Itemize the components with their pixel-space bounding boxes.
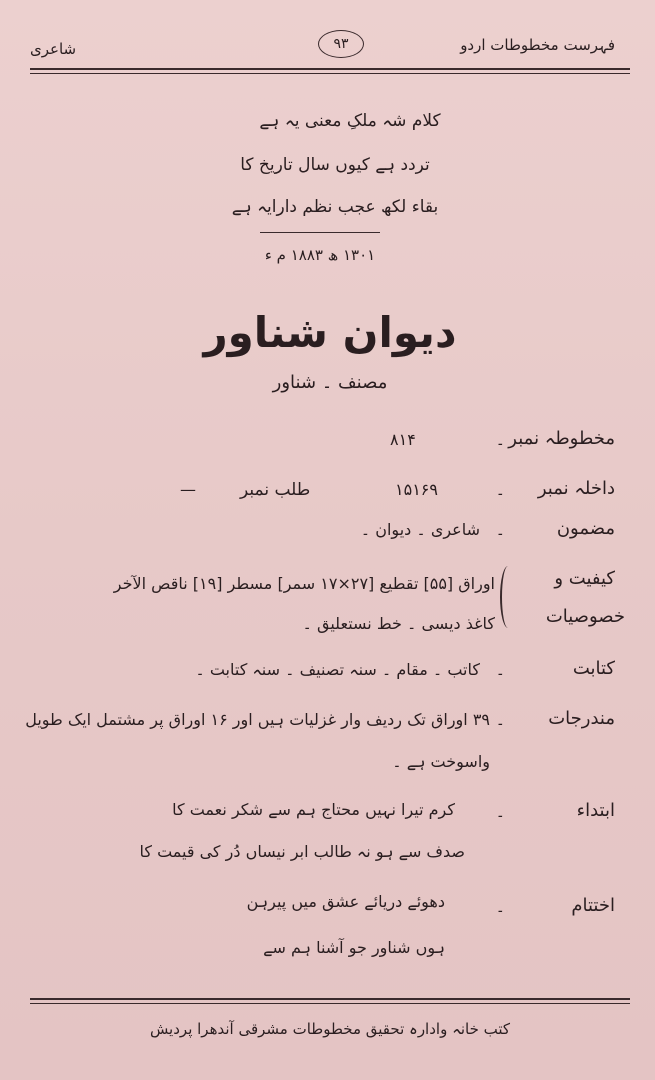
footer-rule-bottom <box>30 1003 630 1004</box>
end-label: اختتام <box>571 895 615 916</box>
verse-underline <box>260 232 380 233</box>
book-author: مصنف ۔ شناور <box>272 372 388 393</box>
page-number: ۹۳ <box>318 30 364 58</box>
beginning-verse-2: صدف سے ہو نہ طالب ابر نیساں دُر کی قیمت کا <box>139 842 465 861</box>
contents-label: مندرجات <box>548 708 615 729</box>
section-label: شاعری <box>30 40 77 58</box>
description-label-1: کیفیت و <box>554 568 615 589</box>
catalog-title: فہرست مخطوطات اردو <box>460 36 615 54</box>
publisher-footer: کتب خانہ وادارہ تحقیق مخطوطات مشرقی آندھرا پردیش <box>149 1020 511 1038</box>
verse-line-2: تردد ہے کیوں سال تاریخ کا <box>240 155 430 175</box>
verse-line-3: بقاء لکھ عجب نظم دارایہ ہے <box>231 197 439 217</box>
verse-line-1: کلام شہ ملکِ معنی یہ ہے <box>259 111 441 131</box>
end-verse-2: ہوں شناور جو آشنا ہم سے <box>263 938 445 957</box>
contents-value-1: ۳۹ اوراق تک ردیف وار غزلیات ہیں اور ۱۶ اوراق پر مشتمل ایک طویل <box>25 710 490 729</box>
entry-number-dash: ۔ <box>495 480 505 499</box>
contents-dash: ۔ <box>495 710 505 729</box>
scribe-dash: ۔ <box>495 660 505 679</box>
beginning-label: ابتداء <box>576 800 615 821</box>
entry-number-value: ۱۵۱۶۹ <box>395 480 438 499</box>
footer-rule-top <box>30 998 630 1000</box>
beginning-verse-1: کرم تیرا نہیں محتاج ہم سے شکر نعمت کا <box>172 800 455 819</box>
scribe-label: کتابت <box>572 658 615 679</box>
book-title: دیوان شناور <box>203 308 457 357</box>
end-dash: ۔ <box>495 897 505 916</box>
header-rule-top <box>30 68 630 70</box>
description-label-2: خصوصیات <box>545 606 625 627</box>
ms-number-dash: ۔ <box>495 430 505 449</box>
scribe-value: کاتب ۔ مقام ۔ سنہ تصنیف ۔ سنہ کتابت ۔ <box>195 660 480 679</box>
beginning-dash: ۔ <box>495 802 505 821</box>
entry-number-label: داخلہ نمبر <box>537 478 615 499</box>
description-value-1: اوراق [۵۵] تقطیع [۲۷×۱۷ سمر] مسطر [۱۹] ناقص الآخر <box>113 574 495 593</box>
composition-date: ۱۳۰۱ ھ ۱۸۸۳ م ء <box>264 246 376 264</box>
subject-dash: ۔ <box>495 520 505 539</box>
description-brace <box>500 566 516 628</box>
header-rule-bottom <box>30 73 630 74</box>
subject-value: شاعری ۔ دیوان ۔ <box>360 520 480 539</box>
call-number-label: طلب نمبر <box>240 480 311 500</box>
ms-number-value: ۸۱۴ <box>390 430 416 449</box>
call-number-value: — <box>180 480 196 499</box>
ms-number-label: مخطوطہ نمبر <box>508 428 615 449</box>
subject-label: مضمون <box>556 518 615 539</box>
end-verse-1: دھوئے دریائے عشق میں پیرہن <box>246 892 445 911</box>
contents-value-2: واسوخت ہے ۔ <box>392 752 490 771</box>
description-value-2: کاغذ دیسی ۔ خط نستعلیق ۔ <box>302 614 495 633</box>
